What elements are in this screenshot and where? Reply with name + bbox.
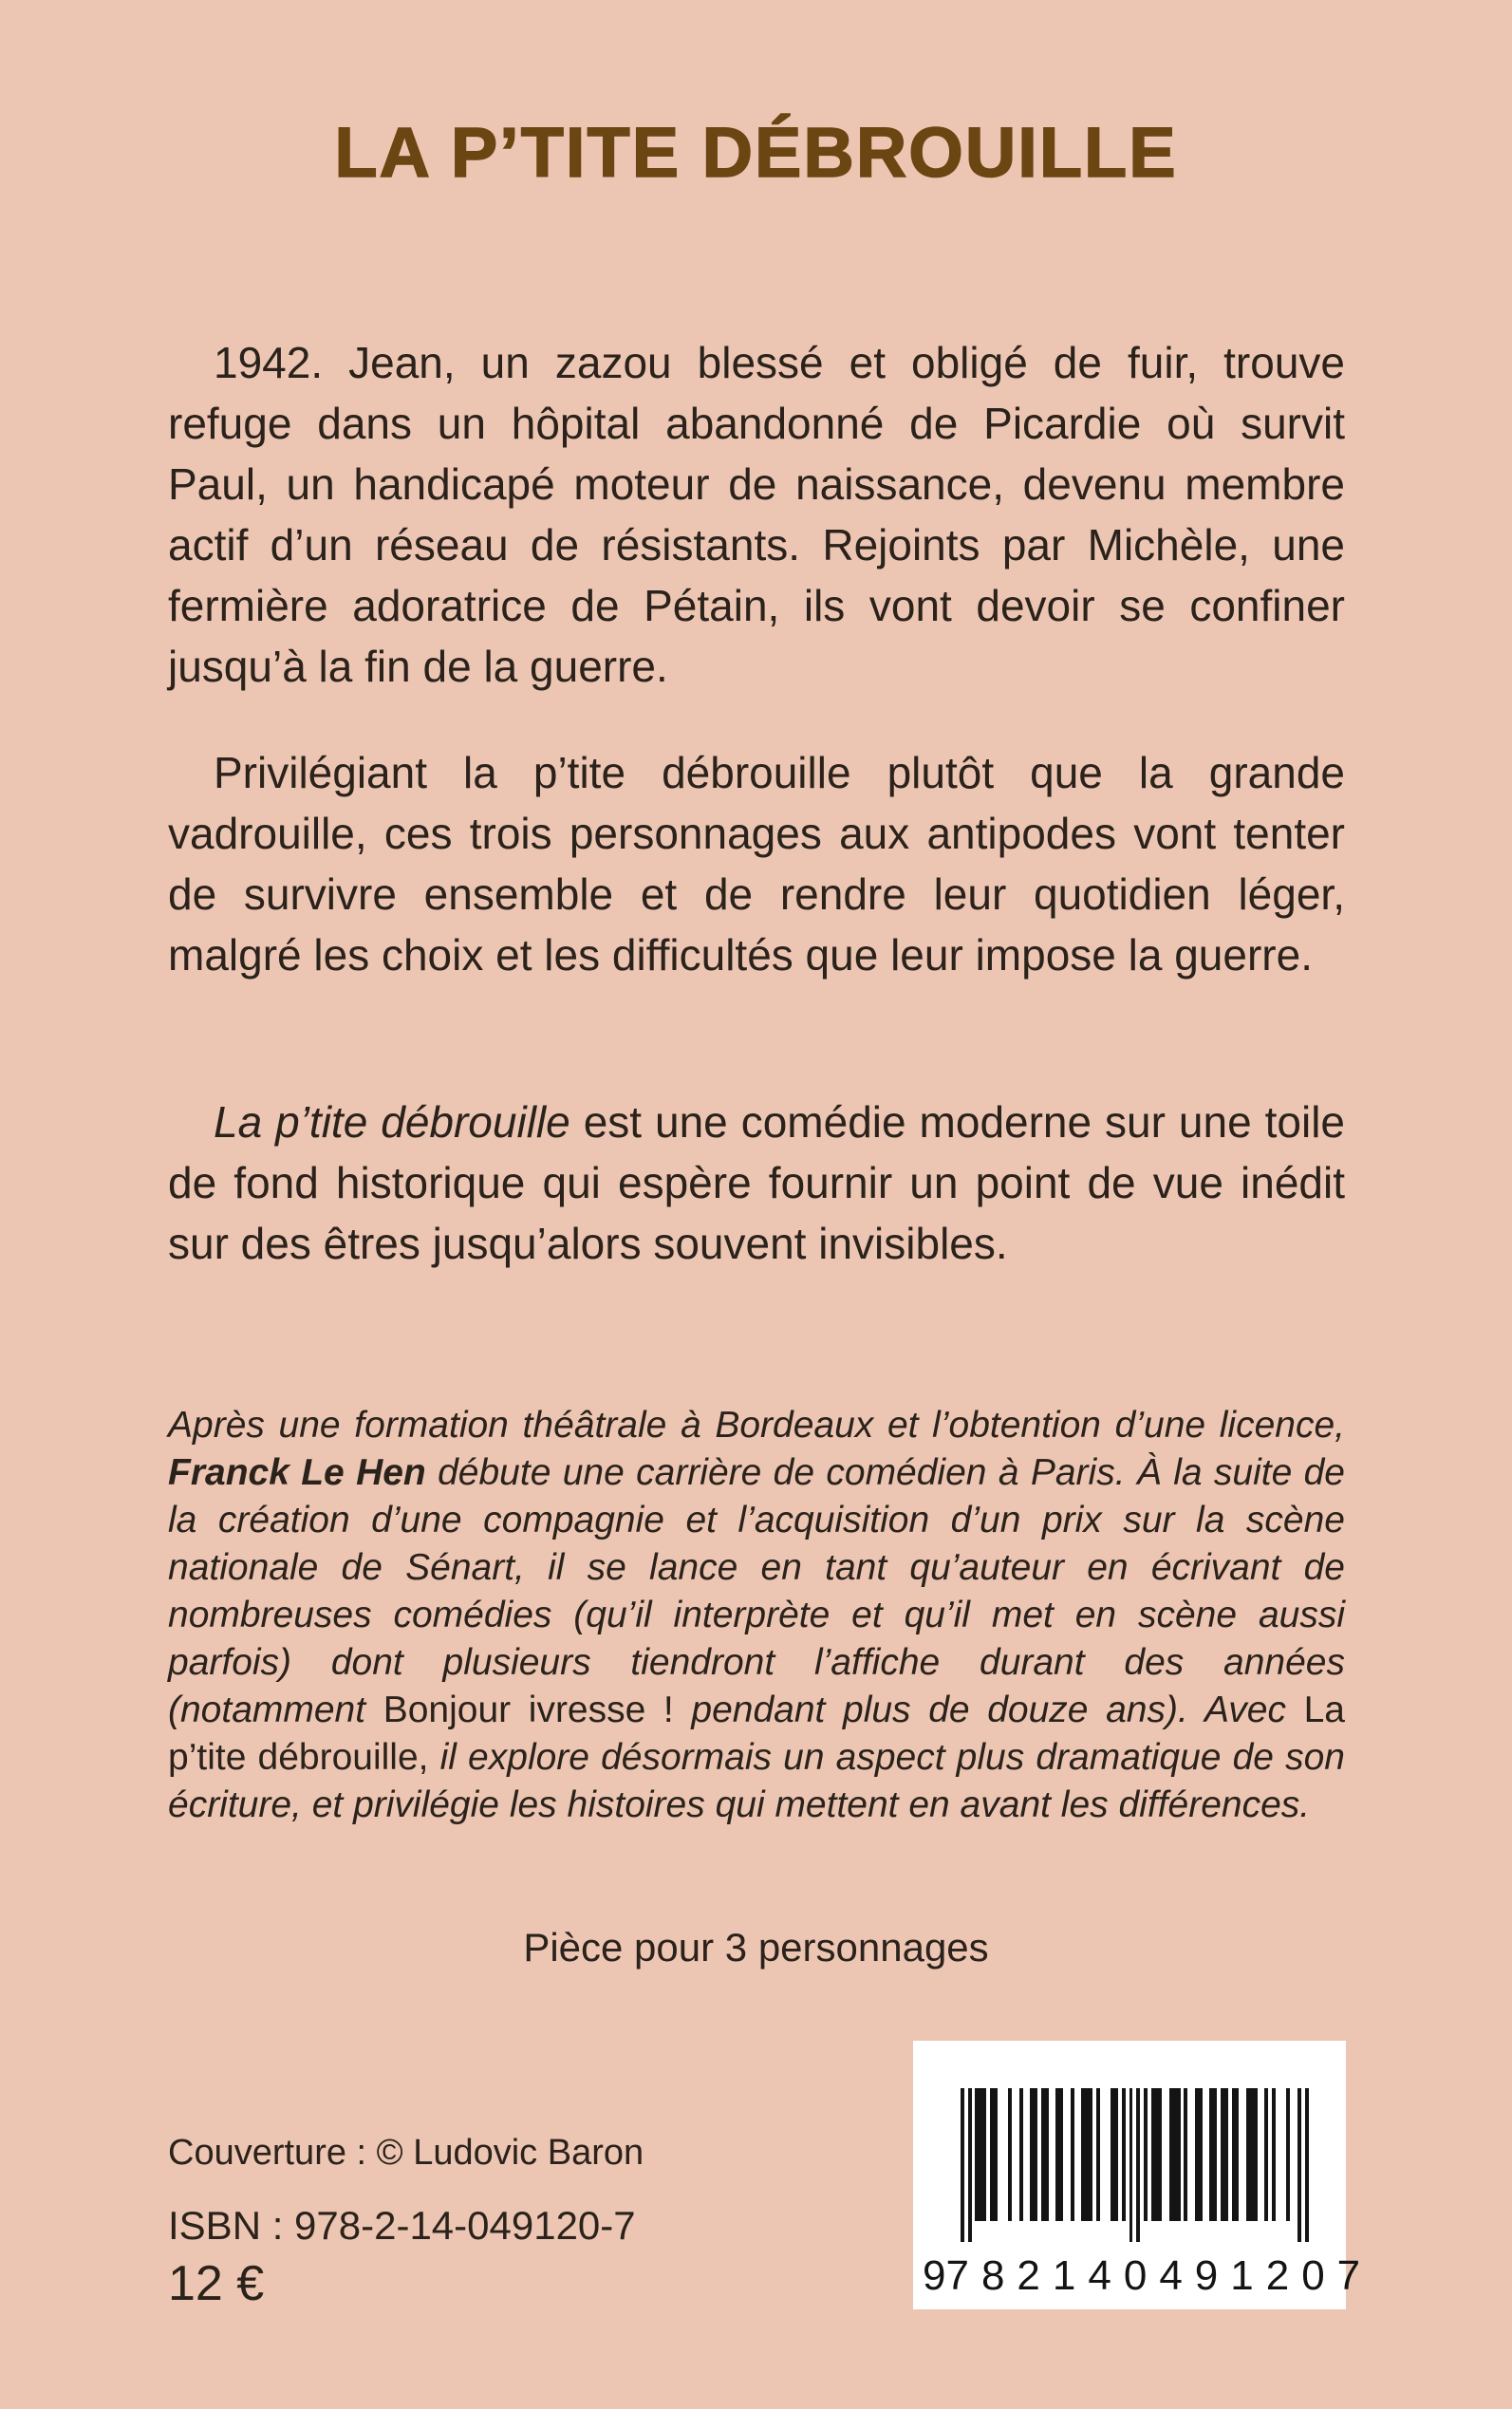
- barcode-panel: [913, 2041, 1373, 2309]
- cover-credit: Couverture : © Ludovic Baron: [168, 2133, 644, 2173]
- book-title: LA P’TITE DÉBROUILLE: [334, 113, 1178, 192]
- author-bio: Après une formation théâtrale à Bordeaux et l’obtention d’une licence, Franck Le Hen débute une carrière de comédien à Paris. À la suite de la création d’une compagnie et l’acquisition d’un prix sur la scène nationale de Sénart, il se lance en tant qu’auteur en écrivant de nombreuses comédies (qu’il interprète et qu’il met en scène aussi parfois) dont plusieurs tiendront l’affiche durant des années (notamment Bonjour ivresse ! pendant plus de douze ans). Avec La p’tite débrouille, il explore désormais un aspect plus dramatique de son écriture, et privilégie les histoires qui mettent en avant les différences.: [168, 1405, 1345, 1825]
- synopsis-paragraph-1: 1942. Jean, un zazou blessé et obligé de fuir, trouve refuge dans un hôpital abandonné de Picardie où survit Paul, un handicapé moteur de naissance, devenu membre actif d’un réseau de résistants. Rejoints par Michèle, une fermière adoratrice de Pétain, ils vont devoir se confiner jusqu’à la fin de la guerre.: [168, 338, 1345, 691]
- isbn-text: ISBN : 978-2-14-049120-7: [168, 2203, 636, 2248]
- synopsis-paragraph-3: La p’tite débrouille est une comédie moderne sur une toile de fond historique qui espère fournir un point de vue inédit sur des êtres jusqu’alors souvent invisibles.: [168, 1097, 1345, 1268]
- barcode-digits: [923, 2252, 1373, 2300]
- barcode-digit-group-1: 782140: [945, 2252, 1160, 2299]
- barcode-digit-lead: 9: [923, 2252, 946, 2299]
- synopsis-paragraph-2: Privilégiant la p’tite débrouille plutôt que la grande vadrouille, ces trois personnages aux antipodes vont tenter de survivre ensemble et de rendre leur quotidien léger, malgré les choix et les difficultés que leur impose la guerre.: [168, 748, 1345, 980]
- cast-note: Pièce pour 3 personnages: [523, 1925, 989, 1970]
- price-text: 12 €: [168, 2256, 265, 2311]
- barcode-digit-group-2: 491207: [1159, 2252, 1373, 2299]
- ean13-barcode: [961, 2088, 1309, 2242]
